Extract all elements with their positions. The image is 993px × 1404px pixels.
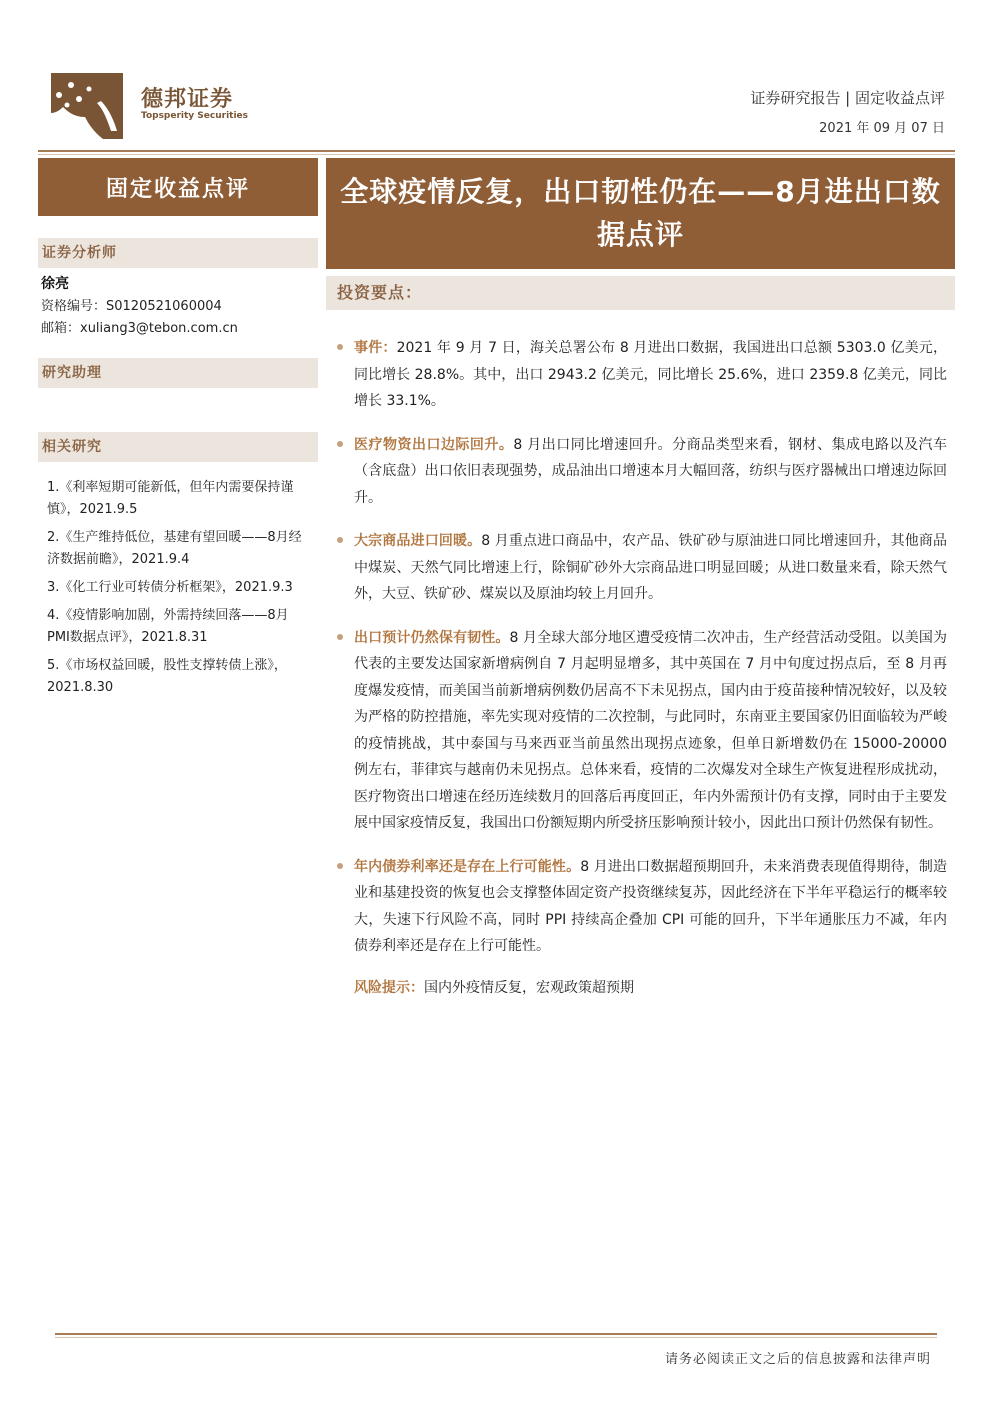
key-point xyxy=(336,854,947,960)
related-item[interactable]: 4.《疫情影响加剧，外需持续回落——8月PMI数据点评》，2021.8.31 xyxy=(47,608,289,645)
related-heading: 相关研究 xyxy=(38,432,318,462)
key-point-text: 2021 年 9 月 7 日，海关总署公布 8 月进出口数据，我国进出口总额 5303.0 亿美元，同比增长 28.8%。其中，出口 2943.2 亿美元，同比增长 25.6%，进口 2359.8 亿美元，同比增长 33.1%。 xyxy=(354,340,948,409)
key-points-list xyxy=(336,335,947,1001)
bullet-dot-icon xyxy=(337,537,343,543)
key-point-lead: 事件： xyxy=(354,340,397,356)
brand-name-en: Topsperity Securities xyxy=(141,111,248,121)
analyst-heading: 证券分析师 xyxy=(38,238,318,268)
key-point xyxy=(336,625,947,837)
bullet-dot-icon xyxy=(337,634,343,640)
related-item[interactable]: 3.《化工行业可转债分析框架》，2021.9.3 xyxy=(47,580,293,595)
key-point-text: 8 月进出口数据超预期回升，未来消费表现值得期待，制造业和基建投资的恢复也会支撑整体固定资产投资继续复苏，因此经济在下半年平稳运行的概率较大，失速下行风险不高，同时 PPI 持续高企叠加 CPI 可能的回升，下半年通胀压力不减，年内债券利率还是存在上行可能性。 xyxy=(354,858,947,954)
related-item[interactable]: 5.《市场权益回暖，股性支撑转债上涨》，2021.8.30 xyxy=(47,658,287,695)
footer-disclaimer[interactable]: 请务必阅读正文之后的信息披露和法律声明 xyxy=(664,1352,931,1367)
bullet-dot-icon xyxy=(337,441,343,447)
brand-logo-icon xyxy=(45,73,123,139)
report-title: 全球疫情反复，出口韧性仍在——8月进出口数据点评 xyxy=(326,158,955,269)
header-divider-thin xyxy=(38,154,955,155)
key-point xyxy=(336,528,947,608)
footer-divider xyxy=(55,1333,937,1335)
key-point xyxy=(336,432,947,512)
key-point-lead: 医疗物资出口边际回升。 xyxy=(354,436,514,453)
analyst-name: 徐亮 xyxy=(41,276,69,292)
category-banner: 固定收益点评 xyxy=(38,158,318,216)
analyst-license: 资格编号：S0120521060004 xyxy=(41,299,222,314)
header-divider xyxy=(38,150,955,152)
key-point xyxy=(336,335,947,415)
assistant-heading: 研究助理 xyxy=(38,358,318,388)
key-point-text: 8 月出口同比增速回升。分商品类型来看，钢材、集成电路以及汽车（含底盘）出口依旧表现强势，成品油出口增速本月大幅回落，纺织与医疗器械出口增速边际回升。 xyxy=(354,436,948,506)
key-point-text: 8 月重点进口商品中，农产品、铁矿砂与原油进口同比增速回升，其他商品中煤炭、天然气同比增速上行，除铜矿砂外大宗商品进口明显回暖；从进口数量来看，除天然气外，大豆、铁矿砂、煤炭以及原油均较上月回升。 xyxy=(354,533,948,602)
brand-name-cn: 德邦证券 xyxy=(141,87,234,112)
related-item[interactable]: 1.《利率短期可能新低，但年内需要保持谨慎》，2021.9.5 xyxy=(47,480,294,517)
related-research-list xyxy=(47,477,305,705)
report-date: 2021 年 09 月 07 日 xyxy=(819,121,945,136)
related-item[interactable]: 2.《生产维持低位，基建有望回暖——8月经济数据前瞻》，2021.9.4 xyxy=(47,530,302,567)
report-type: 证券研究报告 | 固定收益点评 xyxy=(750,89,945,107)
footer-divider-thin xyxy=(55,1337,937,1338)
risk-text: 国内外疫情反复，宏观政策超预期 xyxy=(424,979,634,996)
bullet-dot-icon xyxy=(337,344,343,350)
key-point-text: 8 月全球大部分地区遭受疫情二次冲击，生产经营活动受阻。以美国为代表的主要发达国家新增病例自 7 月起明显增多，其中英国在 7 月中旬度过拐点后，至 8 月再度爆发疫情，而美国当前新增病例数仍居高不下未见拐点，国内由于疫苗接种情况较好，以及较为严格的防控措施，率先实现对疫情的二次控制，与此同时，东南亚主要国家仍旧面临较为严峻的疫情挑战，其中泰国与马来西亚当前虽然出现拐点迹象，但单日新增数仍在 15000-20000 例左右，菲律宾与越南仍未见拐点。总体来看，疫情的二次爆发对全球生产恢复进程形成扰动，医疗物资出口增速在经历连续数月的回落后再度回正，年内外需预计仍有支撑，同时由于主要发展中国家疫情反复，我国出口份额短期内所受挤压影响预计较小，因此出口预计仍然保有韧性。 xyxy=(354,629,947,831)
key-points-heading: 投资要点： xyxy=(326,276,955,310)
risk-note xyxy=(336,975,947,1001)
risk-label: 风险提示： xyxy=(354,979,424,996)
bullet-dot-icon xyxy=(337,863,343,869)
key-point-lead: 大宗商品进口回暖。 xyxy=(354,533,482,549)
key-point-lead: 出口预计仍然保有韧性。 xyxy=(354,629,510,646)
analyst-email[interactable]: 邮箱：xuliang3@tebon.com.cn xyxy=(41,321,238,336)
key-point-lead: 年内债券利率还是存在上行可能性。 xyxy=(354,858,581,875)
